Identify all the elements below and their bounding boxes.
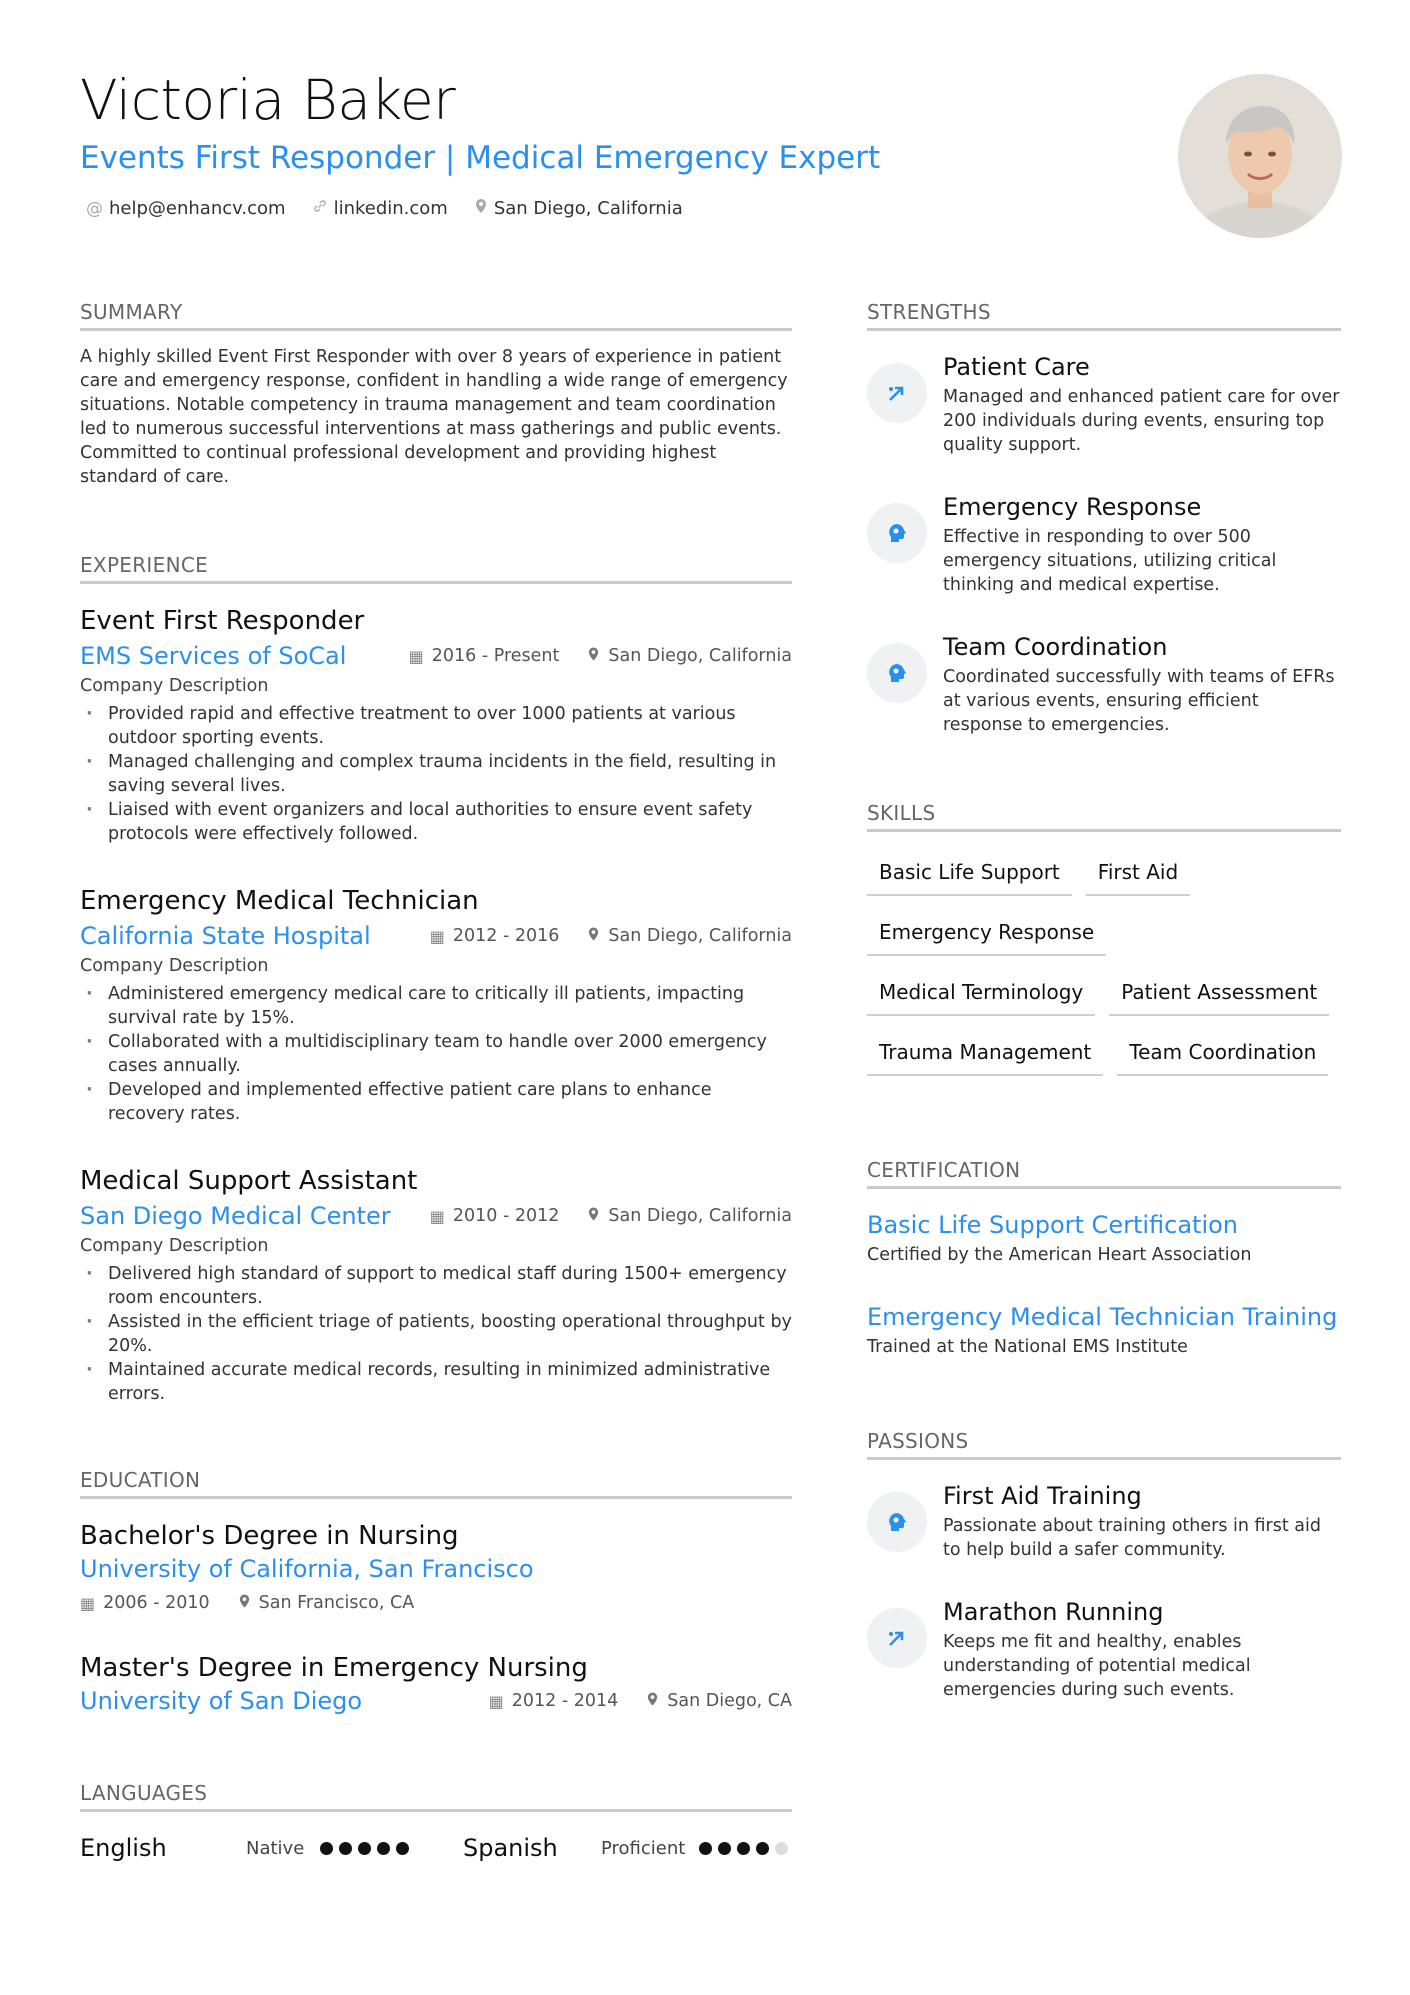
education-entry	[80, 1653, 792, 1715]
list-item: · Assisted in the efficient triage of patients, boosting operational throughput by 20%.	[80, 1310, 792, 1358]
location-pin-icon	[587, 646, 600, 666]
location-pin-icon	[474, 198, 488, 219]
list-item: · Administered emergency medical care to critically ill patients, impacting survival rate by 15%.	[80, 982, 792, 1030]
list-item: · Maintained accurate medical records, resulting in minimized administrative errors.	[80, 1358, 792, 1406]
job-dates: ▦ 2016 - Present	[408, 646, 560, 666]
calendar-icon: ▦	[429, 926, 445, 946]
section-heading-certification: CERTIFICATION	[867, 1158, 1341, 1189]
contact-bar	[86, 198, 683, 219]
job-bullets	[80, 702, 792, 846]
company-description: Company Description	[80, 956, 269, 976]
list-item: · Developed and implemented effective patient care plans to enhance recovery rates.	[80, 1078, 792, 1126]
passions-section	[867, 1429, 1341, 1702]
rating-dot-filled	[718, 1842, 731, 1855]
certification-item	[867, 1303, 1341, 1357]
list-item: · Collaborated with a multidisciplinary team to handle over 2000 emergency cases annually.	[80, 1030, 792, 1078]
skill-tag: Emergency Response	[867, 910, 1106, 956]
education-section	[80, 1468, 792, 1715]
at-icon: @	[86, 198, 103, 219]
rating-dot-filled	[737, 1842, 750, 1855]
education-dates: ▦ 2006 - 2010	[80, 1593, 210, 1613]
certification-text: Certified by the American Heart Association	[867, 1245, 1252, 1265]
certification-title[interactable]: Emergency Medical Technician Training	[867, 1303, 1338, 1331]
summary-section	[80, 300, 792, 489]
language-level: Proficient	[601, 1837, 686, 1859]
left-column	[80, 300, 792, 1862]
location-text: San Diego, California	[493, 198, 683, 219]
summary-text: A highly skilled Event First Responder with over 8 years of experience in patient care and emergency response, confident in handling a wide range of emergency situations. Notable competency in trauma management and team coordination led to numerous successful interventions at mass gatherings and public events. Committed to continual professional development and providing highest standard of care.	[80, 347, 788, 487]
school-name[interactable]: University of San Diego	[80, 1687, 363, 1715]
rating-dot-empty	[775, 1842, 788, 1855]
linkedin-text: linkedin.com	[333, 198, 448, 219]
list-item: · Delivered high standard of support to medical staff during 1500+ emergency room encounters.	[80, 1262, 792, 1310]
language-rating	[699, 1842, 788, 1855]
language-name: Spanish	[463, 1834, 558, 1862]
section-heading-languages: LANGUAGES	[80, 1781, 792, 1812]
job-location: San Diego, California	[587, 1206, 792, 1226]
passion-item	[867, 1598, 1341, 1702]
strength-item	[867, 353, 1341, 457]
list-item: · Liaised with event organizers and local authorities to ensure event safety protocols were effectively followed.	[80, 798, 792, 846]
rating-dot-filled	[320, 1842, 333, 1855]
education-dates: ▦ 2012 - 2014	[488, 1691, 619, 1711]
location-pin-icon	[238, 1593, 251, 1613]
contact-email[interactable]	[86, 198, 286, 219]
job-dates: ▦ 2010 - 2012	[429, 1206, 560, 1226]
language-name: English	[80, 1834, 167, 1862]
calendar-icon: ▦	[429, 1206, 445, 1226]
section-heading-summary: SUMMARY	[80, 300, 792, 331]
rating-dot-filled	[699, 1842, 712, 1855]
company-description: Company Description	[80, 676, 269, 696]
rating-dot-filled	[756, 1842, 769, 1855]
company-name[interactable]: EMS Services of SoCal	[80, 642, 347, 670]
skills-list	[867, 850, 1341, 1090]
strength-text: Effective in responding to over 500 emergency situations, utilizing critical thinking and medical expertise.	[943, 527, 1277, 595]
location-pin-icon	[646, 1691, 659, 1711]
rating-dot-filled	[377, 1842, 390, 1855]
section-heading-strengths: STRENGTHS	[867, 300, 1341, 331]
section-heading-passions: PASSIONS	[867, 1429, 1341, 1460]
email-text: help@enhancv.com	[109, 198, 286, 219]
skill-tag: Team Coordination	[1117, 1030, 1328, 1076]
certification-title[interactable]: Basic Life Support Certification	[867, 1211, 1239, 1239]
job-bullets	[80, 1262, 792, 1406]
job-entry	[80, 886, 792, 1126]
calendar-icon: ▦	[488, 1691, 504, 1711]
job-title: Emergency Medical Technician	[80, 886, 479, 916]
profile-photo	[1178, 74, 1342, 238]
job-title: Event First Responder	[80, 606, 365, 636]
job-dates: ▦ 2012 - 2016	[429, 926, 560, 946]
languages-section	[80, 1781, 792, 1862]
list-item: · Provided rapid and effective treatment to over 1000 patients at various outdoor sporting events.	[80, 702, 792, 750]
company-name[interactable]: California State Hospital	[80, 922, 371, 950]
head-icon	[867, 643, 927, 703]
strength-item	[867, 633, 1341, 737]
experience-section	[80, 553, 792, 1406]
job-entry	[80, 1166, 792, 1406]
rating-dot-filled	[358, 1842, 371, 1855]
job-bullets	[80, 982, 792, 1126]
section-heading-education: EDUCATION	[80, 1468, 792, 1499]
calendar-icon: ▦	[80, 1593, 96, 1613]
arrow-icon	[867, 363, 927, 423]
contact-location	[474, 198, 683, 219]
candidate-title: Events First Responder | Medical Emergency Expert	[80, 140, 881, 176]
company-description: Company Description	[80, 1236, 269, 1256]
section-heading-skills: SKILLS	[867, 801, 1341, 832]
contact-linkedin[interactable]	[312, 198, 448, 219]
job-location: San Diego, California	[587, 646, 792, 666]
head-icon	[867, 1492, 927, 1552]
education-location: San Francisco, CA	[238, 1593, 415, 1613]
skill-tag: First Aid	[1086, 850, 1190, 896]
list-item: · Managed challenging and complex trauma incidents in the field, resulting in saving several lives.	[80, 750, 792, 798]
strength-item	[867, 493, 1341, 597]
passion-title: First Aid Training	[943, 1482, 1142, 1510]
education-location: San Diego, CA	[646, 1691, 792, 1711]
job-location: San Diego, California	[587, 926, 792, 946]
skills-section	[867, 801, 1341, 1090]
language-level: Native	[246, 1837, 305, 1859]
skill-tag: Medical Terminology	[867, 970, 1095, 1016]
calendar-icon: ▦	[408, 646, 424, 666]
education-entry	[80, 1521, 792, 1613]
certification-text: Trained at the National EMS Institute	[867, 1337, 1188, 1357]
language-rating	[320, 1842, 409, 1855]
location-pin-icon	[587, 926, 600, 946]
strength-title: Patient Care	[943, 353, 1090, 381]
right-column	[867, 300, 1341, 1702]
rating-dot-filled	[396, 1842, 409, 1855]
certification-section	[867, 1158, 1341, 1357]
strength-title: Team Coordination	[943, 633, 1168, 661]
arrow-icon	[867, 1608, 927, 1668]
passion-text: Passionate about training others in first aid to help build a safer community.	[943, 1516, 1321, 1560]
skill-tag: Trauma Management	[867, 1030, 1103, 1076]
strength-text: Managed and enhanced patient care for over 200 individuals during events, ensuring top quality support.	[943, 387, 1340, 455]
company-name[interactable]: San Diego Medical Center	[80, 1202, 391, 1230]
strength-title: Emergency Response	[943, 493, 1202, 521]
certification-item	[867, 1211, 1341, 1265]
languages-row	[80, 1834, 792, 1862]
degree-title: Master's Degree in Emergency Nursing	[80, 1653, 588, 1683]
strength-text: Coordinated successfully with teams of EFRs at various events, ensuring efficient response to emergencies.	[943, 667, 1335, 735]
school-name[interactable]: University of California, San Francisco	[80, 1555, 534, 1583]
rating-dot-filled	[339, 1842, 352, 1855]
passion-text: Keeps me fit and healthy, enables understanding of potential medical emergencies during such events.	[943, 1632, 1251, 1700]
link-icon	[312, 198, 328, 219]
degree-title: Bachelor's Degree in Nursing	[80, 1521, 459, 1551]
candidate-name: Victoria Baker	[80, 68, 456, 132]
strengths-section	[867, 300, 1341, 737]
job-entry	[80, 606, 792, 846]
passion-item	[867, 1482, 1341, 1562]
location-pin-icon	[587, 1206, 600, 1226]
job-title: Medical Support Assistant	[80, 1166, 418, 1196]
skill-tag: Basic Life Support	[867, 850, 1072, 896]
skill-tag: Patient Assessment	[1109, 970, 1329, 1016]
section-heading-experience: EXPERIENCE	[80, 553, 792, 584]
passion-title: Marathon Running	[943, 1598, 1164, 1626]
head-icon	[867, 503, 927, 563]
